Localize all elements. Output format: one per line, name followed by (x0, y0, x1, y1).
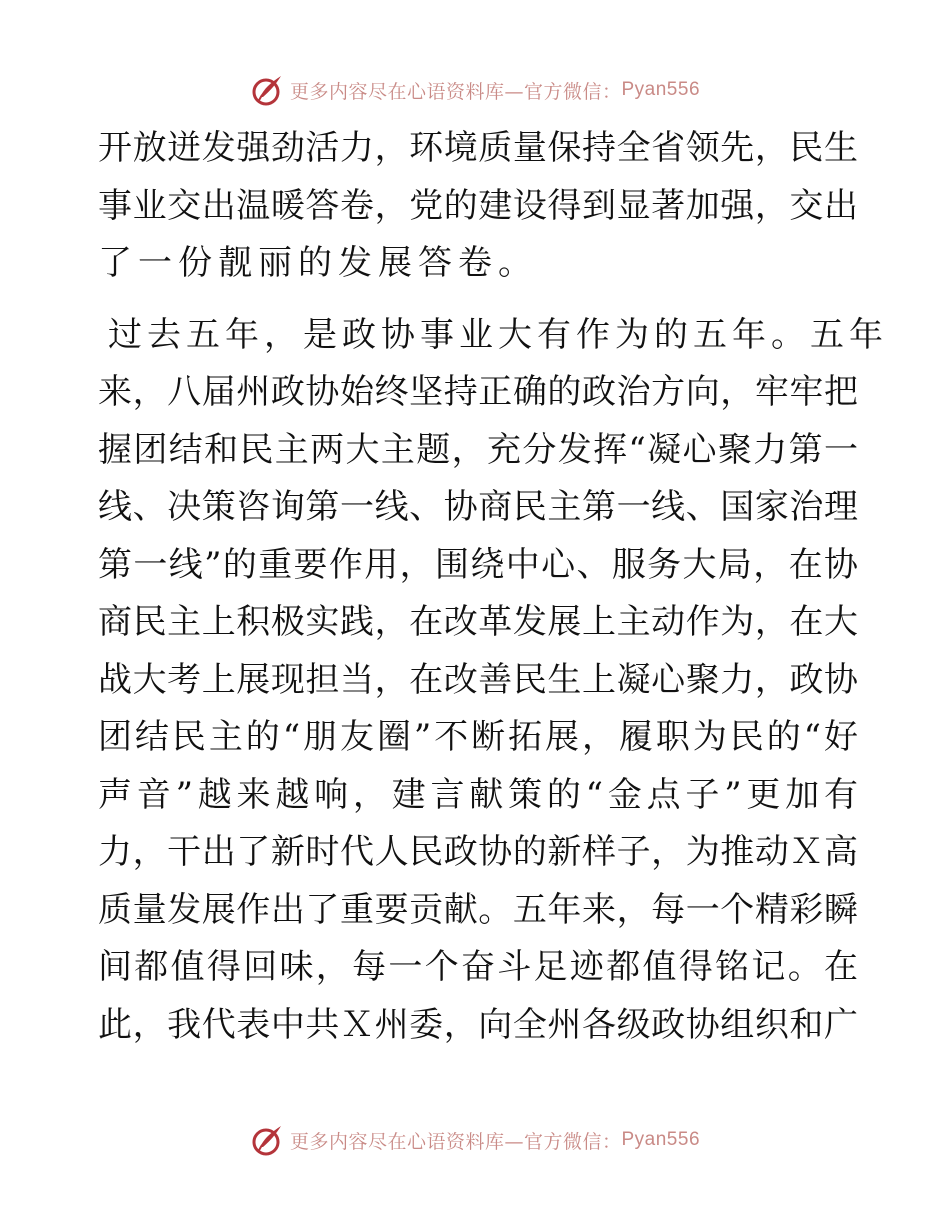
watermark-text: 更多内容尽在心语资料库—官方微信： (289, 1130, 622, 1153)
text-line: 了一份靓丽的发展答卷。 (98, 243, 538, 283)
text-line: 力，干出了新时代人民政协的新样子，为推动Ｘ高 (98, 832, 858, 872)
watermark-wechat-id: Pyan556 (621, 79, 701, 100)
watermark-text: 更多内容尽在心语资料库—官方微信： (289, 80, 622, 103)
paragraph (98, 307, 888, 1055)
text-line: 线、决策咨询第一线、协商民主第一线、国家治理 (98, 487, 858, 527)
text-line: 声音”越来越响，建言献策的“金点子”更加有 (98, 774, 858, 815)
text-line: 团结民主的“朋友圈”不断拓展，履职为民的“好 (98, 717, 858, 757)
paragraph (98, 120, 858, 293)
text-line: 第一线”的重要作用，围绕中心、服务大局，在协 (98, 544, 858, 585)
body-text (98, 120, 888, 1054)
text-line: 过去五年，是政协事业大有作为的五年。五年 (108, 314, 888, 355)
quill-logo-icon (250, 73, 284, 107)
text-line: 事业交出温暖答卷，党的建设得到显著加强，交出 (98, 185, 858, 226)
text-line: 间都值得回味，每一个奋斗足迹都值得铭记。在 (98, 947, 858, 987)
text-line: 握团结和民主两大主题，充分发挥“凝心聚力第一 (98, 429, 858, 470)
text-line: 质量发展作出了重要贡献。五年来，每一个精彩瞬 (98, 889, 858, 930)
watermark-wechat-id: Pyan556 (621, 1129, 701, 1150)
text-line: 开放迸发强劲活力，环境质量保持全省领先，民生 (98, 128, 858, 168)
text-line: 来，八届州政协始终坚持正确的政治方向，牢牢把 (98, 372, 858, 412)
text-line: 商民主上积极实践，在改革发展上主动作为，在大 (98, 602, 858, 642)
text-line: 战大考上展现担当，在改善民生上凝心聚力，政协 (98, 659, 858, 700)
text-line: 此，我代表中共Ｘ州委，向全州各级政协组织和广 (98, 1004, 858, 1045)
footer-watermark (0, 1120, 950, 1160)
header-watermark (0, 70, 950, 110)
quill-logo-icon (250, 1123, 284, 1157)
